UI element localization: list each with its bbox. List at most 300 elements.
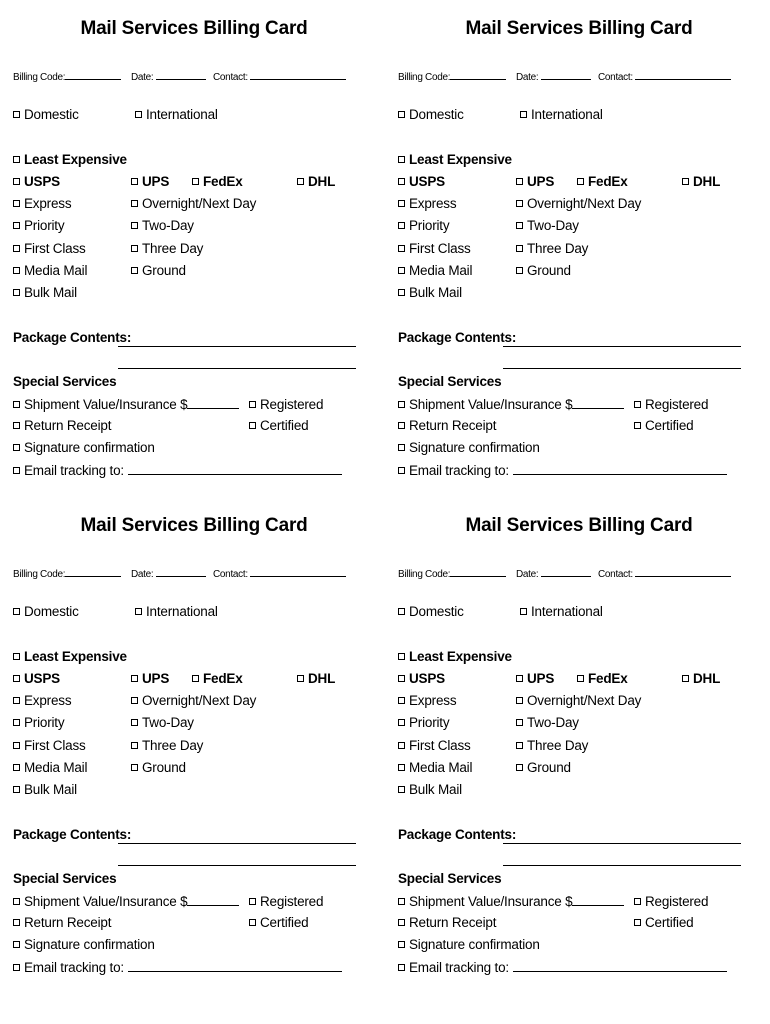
- checkbox-icon[interactable]: [516, 675, 523, 682]
- ups-label: UPS: [142, 671, 170, 686]
- billing-code-label: Billing Code:: [13, 72, 66, 83]
- card-title: Mail Services Billing Card: [465, 515, 693, 536]
- least-expensive-label: Least Expensive: [24, 152, 127, 167]
- checkbox-icon[interactable]: [131, 697, 138, 704]
- checkbox-icon[interactable]: [13, 941, 20, 948]
- dhl-option[interactable]: [682, 671, 720, 686]
- checkbox-icon[interactable]: [516, 697, 523, 704]
- media-mail-label: Media Mail: [24, 263, 88, 278]
- checkbox-icon[interactable]: [634, 401, 641, 408]
- overnight-option[interactable]: [131, 693, 256, 708]
- priority-option[interactable]: [398, 218, 449, 233]
- checkbox-icon[interactable]: [13, 719, 20, 726]
- special-services-heading: Special Services: [13, 374, 117, 389]
- certified-option[interactable]: [634, 418, 693, 433]
- billing-card-3: [8, 497, 380, 991]
- overnight-label: Overnight/Next Day: [142, 196, 257, 211]
- priority-label: Priority: [409, 218, 450, 233]
- date-field[interactable]: [131, 68, 206, 83]
- checkbox-icon[interactable]: [249, 422, 256, 429]
- contact-line[interactable]: [250, 565, 346, 577]
- package-contents-label: Package Contents:: [13, 330, 132, 345]
- usps-label: USPS: [409, 671, 445, 686]
- return-receipt-label: Return Receipt: [409, 915, 497, 930]
- shipment-value-option[interactable]: [13, 894, 239, 909]
- card-title: Mail Services Billing Card: [465, 18, 693, 39]
- signature-confirmation-option[interactable]: [13, 937, 155, 952]
- overnight-option[interactable]: [131, 196, 256, 211]
- media-mail-label: Media Mail: [409, 263, 473, 278]
- checkbox-icon[interactable]: [13, 401, 20, 408]
- two-day-label: Two-Day: [142, 715, 194, 730]
- certified-label: Certified: [260, 418, 309, 433]
- signature-confirmation-option[interactable]: [398, 937, 540, 952]
- checkbox-icon[interactable]: [398, 444, 405, 451]
- checkbox-icon[interactable]: [398, 401, 405, 408]
- checkbox-icon[interactable]: [516, 222, 523, 229]
- checkbox-icon[interactable]: [634, 919, 641, 926]
- bulk-mail-label: Bulk Mail: [24, 782, 77, 797]
- registered-option[interactable]: [249, 397, 323, 412]
- signature-confirmation-option[interactable]: [398, 440, 540, 455]
- date-field[interactable]: [516, 68, 591, 83]
- media-mail-option[interactable]: [13, 760, 87, 775]
- three-day-option[interactable]: [516, 241, 588, 256]
- date-field[interactable]: [516, 565, 591, 580]
- checkbox-icon[interactable]: [398, 422, 405, 429]
- domestic-option[interactable]: [13, 107, 79, 122]
- certified-option[interactable]: [634, 915, 693, 930]
- return-receipt-option[interactable]: [13, 915, 111, 930]
- checkbox-icon[interactable]: [13, 675, 20, 682]
- checkbox-icon[interactable]: [13, 422, 20, 429]
- checkbox-icon[interactable]: [13, 467, 20, 474]
- checkbox-icon[interactable]: [520, 111, 527, 118]
- shipment-value-option[interactable]: [398, 894, 624, 909]
- fedex-label: FedEx: [588, 174, 628, 189]
- checkbox-icon[interactable]: [249, 401, 256, 408]
- checkbox-icon[interactable]: [131, 675, 138, 682]
- usps-option[interactable]: [13, 174, 60, 189]
- fedex-label: FedEx: [588, 671, 628, 686]
- fedex-option[interactable]: [577, 671, 628, 686]
- checkbox-icon[interactable]: [398, 156, 405, 163]
- special-services-heading: Special Services: [398, 374, 502, 389]
- usps-option[interactable]: [13, 671, 60, 686]
- ground-option[interactable]: [131, 263, 186, 278]
- usps-label: USPS: [409, 174, 445, 189]
- package-contents-line-2[interactable]: [118, 865, 356, 866]
- bulk-mail-label: Bulk Mail: [409, 285, 462, 300]
- international-option[interactable]: [520, 107, 603, 122]
- checkbox-icon[interactable]: [398, 222, 405, 229]
- international-label: International: [146, 107, 218, 122]
- registered-option[interactable]: [634, 894, 708, 909]
- contact-line[interactable]: [250, 68, 346, 80]
- ground-option[interactable]: [516, 760, 571, 775]
- checkbox-icon[interactable]: [398, 653, 405, 660]
- registered-option[interactable]: [634, 397, 708, 412]
- domestic-label: Domestic: [24, 604, 79, 619]
- signature-confirmation-label: Signature confirmation: [409, 440, 540, 455]
- checkbox-icon[interactable]: [577, 178, 584, 185]
- checkbox-icon[interactable]: [13, 200, 20, 207]
- first-class-option[interactable]: [13, 241, 86, 256]
- bulk-mail-option[interactable]: [13, 285, 77, 300]
- checkbox-icon[interactable]: [398, 200, 405, 207]
- international-label: International: [531, 604, 603, 619]
- checkbox-icon[interactable]: [192, 675, 199, 682]
- domestic-option[interactable]: [13, 604, 79, 619]
- checkbox-icon[interactable]: [634, 898, 641, 905]
- package-contents-line-1[interactable]: [118, 843, 356, 844]
- three-day-label: Three Day: [527, 241, 589, 256]
- checkbox-icon[interactable]: [249, 898, 256, 905]
- email-tracking-label: Email tracking to:: [409, 463, 509, 478]
- bulk-mail-option[interactable]: [398, 782, 462, 797]
- signature-confirmation-label: Signature confirmation: [409, 937, 540, 952]
- ground-label: Ground: [527, 760, 571, 775]
- express-option[interactable]: [13, 693, 71, 708]
- bulk-mail-label: Bulk Mail: [409, 782, 462, 797]
- priority-option[interactable]: [13, 715, 64, 730]
- checkbox-icon[interactable]: [577, 675, 584, 682]
- return-receipt-label: Return Receipt: [24, 915, 112, 930]
- bulk-mail-label: Bulk Mail: [24, 285, 77, 300]
- checkbox-icon[interactable]: [192, 178, 199, 185]
- date-line[interactable]: [156, 565, 206, 577]
- ups-option[interactable]: [516, 174, 554, 189]
- checkbox-icon[interactable]: [131, 267, 138, 274]
- checkbox-icon[interactable]: [398, 267, 405, 274]
- checkbox-icon[interactable]: [13, 267, 20, 274]
- package-contents-line-1[interactable]: [503, 843, 741, 844]
- three-day-option[interactable]: [131, 241, 203, 256]
- checkbox-icon[interactable]: [398, 289, 405, 296]
- usps-option[interactable]: [398, 174, 445, 189]
- checkbox-icon[interactable]: [13, 156, 20, 163]
- checkbox-icon[interactable]: [516, 764, 523, 771]
- billing-code-label: Billing Code:: [398, 72, 451, 83]
- signature-confirmation-label: Signature confirmation: [24, 937, 155, 952]
- least-expensive-option[interactable]: [398, 152, 512, 167]
- bulk-mail-option[interactable]: [13, 782, 77, 797]
- first-class-label: First Class: [24, 738, 86, 753]
- checkbox-icon[interactable]: [13, 786, 20, 793]
- checkbox-icon[interactable]: [682, 178, 689, 185]
- checkbox-icon[interactable]: [249, 919, 256, 926]
- checkbox-icon[interactable]: [516, 245, 523, 252]
- shipment-value-option[interactable]: [398, 397, 624, 412]
- fedex-option[interactable]: [192, 174, 243, 189]
- first-class-option[interactable]: [398, 241, 471, 256]
- checkbox-icon[interactable]: [398, 111, 405, 118]
- package-contents-line-1[interactable]: [118, 346, 356, 347]
- return-receipt-option[interactable]: [13, 418, 111, 433]
- first-class-option[interactable]: [398, 738, 471, 753]
- checkbox-icon[interactable]: [13, 178, 20, 185]
- first-class-label: First Class: [24, 241, 86, 256]
- checkbox-icon[interactable]: [516, 742, 523, 749]
- contact-label: Contact:: [213, 72, 248, 83]
- checkbox-icon[interactable]: [13, 444, 20, 451]
- ground-label: Ground: [142, 263, 186, 278]
- overnight-label: Overnight/Next Day: [527, 196, 642, 211]
- checkbox-icon[interactable]: [131, 222, 138, 229]
- checkbox-icon[interactable]: [13, 742, 20, 749]
- dhl-label: DHL: [308, 174, 336, 189]
- shipment-value-option[interactable]: [13, 397, 239, 412]
- checkbox-icon[interactable]: [13, 764, 20, 771]
- dhl-option[interactable]: [682, 174, 720, 189]
- contact-field[interactable]: [213, 68, 346, 83]
- checkbox-icon[interactable]: [131, 719, 138, 726]
- two-day-option[interactable]: [516, 218, 579, 233]
- ups-label: UPS: [142, 174, 170, 189]
- registered-label: Registered: [645, 397, 709, 412]
- billing-code-field[interactable]: [398, 565, 506, 580]
- email-tracking-option[interactable]: [398, 463, 727, 478]
- checkbox-icon[interactable]: [520, 608, 527, 615]
- checkbox-icon[interactable]: [398, 245, 405, 252]
- checkbox-icon[interactable]: [634, 422, 641, 429]
- checkbox-icon[interactable]: [398, 964, 405, 971]
- overnight-option[interactable]: [516, 693, 641, 708]
- checkbox-icon[interactable]: [398, 898, 405, 905]
- two-day-option[interactable]: [131, 715, 194, 730]
- checkbox-icon[interactable]: [398, 178, 405, 185]
- checkbox-icon[interactable]: [13, 964, 20, 971]
- billing-code-line[interactable]: [450, 565, 506, 577]
- checkbox-icon[interactable]: [516, 267, 523, 274]
- checkbox-icon[interactable]: [398, 764, 405, 771]
- three-day-option[interactable]: [131, 738, 203, 753]
- checkbox-icon[interactable]: [398, 941, 405, 948]
- billing-card-2: [393, 0, 765, 494]
- domestic-option[interactable]: [398, 604, 464, 619]
- express-label: Express: [24, 693, 72, 708]
- email-tracking-line[interactable]: [513, 463, 727, 475]
- package-contents-line-2[interactable]: [503, 865, 741, 866]
- billing-card-1: [8, 0, 380, 494]
- contact-label: Contact:: [598, 569, 633, 580]
- contact-field[interactable]: [598, 68, 731, 83]
- domestic-label: Domestic: [24, 107, 79, 122]
- least-expensive-option[interactable]: [13, 152, 127, 167]
- dhl-label: DHL: [693, 174, 721, 189]
- domestic-option[interactable]: [398, 107, 464, 122]
- shipment-value-line[interactable]: [572, 894, 624, 906]
- package-contents-label: Package Contents:: [13, 827, 132, 842]
- international-option[interactable]: [135, 604, 218, 619]
- checkbox-icon[interactable]: [398, 919, 405, 926]
- package-contents-label: Package Contents:: [398, 827, 517, 842]
- checkbox-icon[interactable]: [135, 111, 142, 118]
- registered-label: Registered: [260, 397, 324, 412]
- checkbox-icon[interactable]: [13, 289, 20, 296]
- checkbox-icon[interactable]: [297, 178, 304, 185]
- usps-label: USPS: [24, 671, 60, 686]
- date-label: Date:: [516, 72, 539, 83]
- dhl-label: DHL: [693, 671, 721, 686]
- date-label: Date:: [131, 72, 154, 83]
- three-day-label: Three Day: [142, 738, 204, 753]
- usps-option[interactable]: [398, 671, 445, 686]
- registered-option[interactable]: [249, 894, 323, 909]
- checkbox-icon[interactable]: [131, 178, 138, 185]
- email-tracking-line[interactable]: [128, 463, 342, 475]
- package-contents-line-1[interactable]: [503, 346, 741, 347]
- checkbox-icon[interactable]: [135, 608, 142, 615]
- billing-code-field[interactable]: [398, 68, 506, 83]
- signature-confirmation-label: Signature confirmation: [24, 440, 155, 455]
- email-tracking-option[interactable]: [13, 463, 342, 478]
- fedex-option[interactable]: [577, 174, 628, 189]
- checkbox-icon[interactable]: [516, 178, 523, 185]
- checkbox-icon[interactable]: [131, 200, 138, 207]
- checkbox-icon[interactable]: [13, 919, 20, 926]
- checkbox-icon[interactable]: [13, 111, 20, 118]
- checkbox-icon[interactable]: [398, 697, 405, 704]
- fedex-label: FedEx: [203, 174, 243, 189]
- date-line[interactable]: [541, 68, 591, 80]
- billing-code-label: Billing Code:: [398, 569, 451, 580]
- least-expensive-label: Least Expensive: [409, 152, 512, 167]
- registered-label: Registered: [260, 894, 324, 909]
- billing-code-field[interactable]: [13, 68, 121, 83]
- priority-label: Priority: [24, 218, 65, 233]
- express-option[interactable]: [398, 693, 456, 708]
- checkbox-icon[interactable]: [131, 764, 138, 771]
- checkbox-icon[interactable]: [682, 675, 689, 682]
- usps-label: USPS: [24, 174, 60, 189]
- contact-field[interactable]: [598, 565, 731, 580]
- billing-code-line[interactable]: [65, 68, 121, 80]
- billing-code-label: Billing Code:: [13, 569, 66, 580]
- media-mail-label: Media Mail: [24, 760, 88, 775]
- special-services-heading: Special Services: [398, 871, 502, 886]
- certified-option[interactable]: [249, 915, 308, 930]
- priority-label: Priority: [409, 715, 450, 730]
- priority-label: Priority: [24, 715, 65, 730]
- contact-line[interactable]: [635, 68, 731, 80]
- email-tracking-line[interactable]: [513, 960, 727, 972]
- billing-code-line[interactable]: [65, 565, 121, 577]
- contact-field[interactable]: [213, 565, 346, 580]
- return-receipt-option[interactable]: [398, 418, 496, 433]
- checkbox-icon[interactable]: [13, 245, 20, 252]
- dhl-option[interactable]: [297, 671, 335, 686]
- express-label: Express: [409, 693, 457, 708]
- billing-code-line[interactable]: [450, 68, 506, 80]
- checkbox-icon[interactable]: [297, 675, 304, 682]
- priority-option[interactable]: [398, 715, 449, 730]
- two-day-label: Two-Day: [527, 715, 579, 730]
- shipment-value-label: Shipment Value/Insurance $: [24, 894, 188, 909]
- ground-label: Ground: [142, 760, 186, 775]
- media-mail-option[interactable]: [398, 263, 472, 278]
- ground-option[interactable]: [131, 760, 186, 775]
- shipment-value-line[interactable]: [187, 894, 239, 906]
- express-option[interactable]: [398, 196, 456, 211]
- international-option[interactable]: [135, 107, 218, 122]
- first-class-option[interactable]: [13, 738, 86, 753]
- checkbox-icon[interactable]: [13, 898, 20, 905]
- shipment-value-line[interactable]: [572, 397, 624, 409]
- checkbox-icon[interactable]: [13, 653, 20, 660]
- ups-option[interactable]: [131, 174, 169, 189]
- two-day-option[interactable]: [131, 218, 194, 233]
- express-option[interactable]: [13, 196, 71, 211]
- first-class-label: First Class: [409, 738, 471, 753]
- least-expensive-label: Least Expensive: [24, 649, 127, 664]
- contact-line[interactable]: [635, 565, 731, 577]
- checkbox-icon[interactable]: [13, 697, 20, 704]
- certified-option[interactable]: [249, 418, 308, 433]
- express-label: Express: [24, 196, 72, 211]
- registered-label: Registered: [645, 894, 709, 909]
- three-day-option[interactable]: [516, 738, 588, 753]
- fedex-option[interactable]: [192, 671, 243, 686]
- shipment-value-label: Shipment Value/Insurance $: [409, 397, 573, 412]
- return-receipt-option[interactable]: [398, 915, 496, 930]
- overnight-option[interactable]: [516, 196, 641, 211]
- international-option[interactable]: [520, 604, 603, 619]
- least-expensive-option[interactable]: [13, 649, 127, 664]
- ups-label: UPS: [527, 174, 555, 189]
- least-expensive-label: Least Expensive: [409, 649, 512, 664]
- date-line[interactable]: [541, 565, 591, 577]
- checkbox-icon[interactable]: [398, 608, 405, 615]
- two-day-option[interactable]: [516, 715, 579, 730]
- checkbox-icon[interactable]: [131, 245, 138, 252]
- shipment-value-line[interactable]: [187, 397, 239, 409]
- date-line[interactable]: [156, 68, 206, 80]
- dhl-option[interactable]: [297, 174, 335, 189]
- checkbox-icon[interactable]: [398, 719, 405, 726]
- checkbox-icon[interactable]: [398, 675, 405, 682]
- ups-option[interactable]: [131, 671, 169, 686]
- certified-label: Certified: [260, 915, 309, 930]
- checkbox-icon[interactable]: [13, 222, 20, 229]
- three-day-label: Three Day: [527, 738, 589, 753]
- email-tracking-line[interactable]: [128, 960, 342, 972]
- checkbox-icon[interactable]: [516, 719, 523, 726]
- shipment-value-label: Shipment Value/Insurance $: [24, 397, 188, 412]
- email-tracking-option[interactable]: [398, 960, 727, 975]
- priority-option[interactable]: [13, 218, 64, 233]
- checkbox-icon[interactable]: [398, 786, 405, 793]
- ups-option[interactable]: [516, 671, 554, 686]
- checkbox-icon[interactable]: [131, 742, 138, 749]
- package-contents-line-2[interactable]: [118, 368, 356, 369]
- bulk-mail-option[interactable]: [398, 285, 462, 300]
- media-mail-option[interactable]: [398, 760, 472, 775]
- ground-option[interactable]: [516, 263, 571, 278]
- checkbox-icon[interactable]: [516, 200, 523, 207]
- least-expensive-option[interactable]: [398, 649, 512, 664]
- checkbox-icon[interactable]: [398, 742, 405, 749]
- billing-code-field[interactable]: [13, 565, 121, 580]
- checkbox-icon[interactable]: [13, 608, 20, 615]
- return-receipt-label: Return Receipt: [24, 418, 112, 433]
- package-contents-line-2[interactable]: [503, 368, 741, 369]
- date-field[interactable]: [131, 565, 206, 580]
- signature-confirmation-option[interactable]: [13, 440, 155, 455]
- media-mail-option[interactable]: [13, 263, 87, 278]
- checkbox-icon[interactable]: [398, 467, 405, 474]
- email-tracking-option[interactable]: [13, 960, 342, 975]
